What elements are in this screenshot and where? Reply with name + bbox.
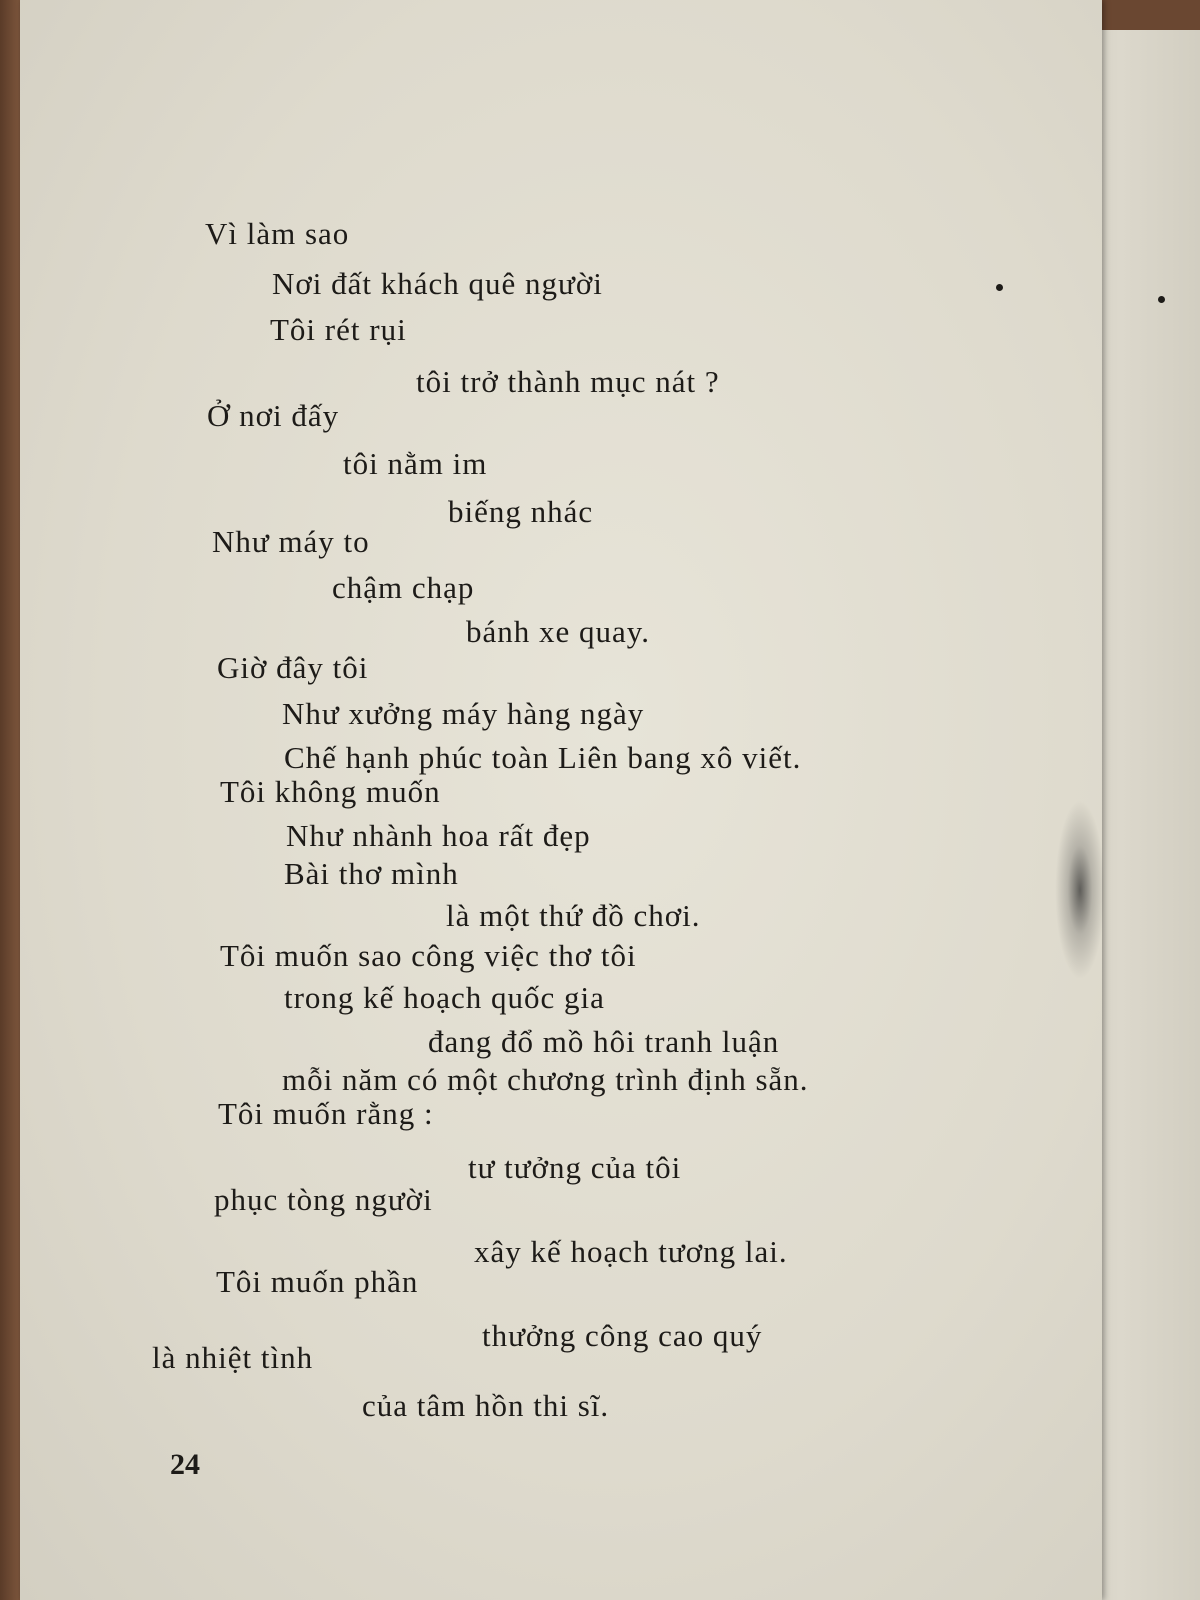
poem-line: Nơi đất khách quê người (272, 266, 603, 301)
poem-line: bánh xe quay. (466, 614, 651, 649)
poem-line: phục tòng người (214, 1182, 433, 1217)
poem-line: Giờ đây tôi (217, 650, 369, 685)
poem-line: Bài thơ mình (284, 856, 459, 891)
poem-line: là nhiệt tình (152, 1340, 314, 1375)
poem-line: Tôi rét rụi (270, 312, 407, 347)
poem-line: biếng nhác (448, 494, 594, 529)
poem-line: trong kế hoạch quốc gia (284, 980, 605, 1015)
poem-line: thưởng công cao quý (482, 1318, 763, 1353)
poem-line: tôi trở thành mục nát ? (416, 364, 720, 399)
poem-line: Vì làm sao (205, 216, 350, 251)
poem-line: tôi nằm im (343, 446, 488, 481)
poem-line: xây kế hoạch tương lai. (474, 1234, 788, 1269)
book-page (20, 0, 1102, 1600)
poem-line: Như máy to (212, 524, 370, 559)
poem-line: là một thứ đồ chơi. (446, 898, 701, 933)
page-number: 24 (170, 1448, 200, 1481)
poem-line: Ở nơi đấy (207, 398, 340, 433)
ink-mark (996, 284, 1003, 291)
poem-line: Như xưởng máy hàng ngày (282, 696, 645, 731)
poem-line: mỗi năm có một chương trình định sẵn. (282, 1062, 809, 1097)
page-fold-stain (1055, 800, 1105, 980)
poem-line: của tâm hồn thi sĩ. (362, 1388, 610, 1423)
poem-line: Tôi muốn sao công việc thơ tôi (220, 938, 637, 973)
poem-line: chậm chạp (332, 570, 475, 605)
poem-line: Tôi muốn phần (216, 1264, 419, 1299)
poem-line: tư tưởng của tôi (468, 1150, 682, 1185)
poem-line: Chế hạnh phúc toàn Liên bang xô viết. (284, 740, 802, 775)
poem-line: Tôi không muốn (220, 774, 441, 809)
poem-line: Như nhành hoa rất đẹp (286, 818, 591, 853)
poem-line: Tôi muốn rằng : (218, 1096, 434, 1131)
ink-mark (1158, 296, 1165, 303)
poem-line: đang đổ mồ hôi tranh luận (428, 1024, 780, 1059)
